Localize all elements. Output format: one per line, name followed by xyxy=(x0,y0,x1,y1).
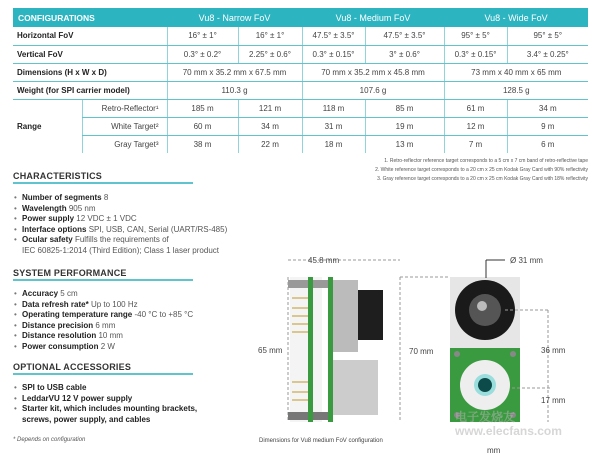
cell: 6 m xyxy=(507,135,588,153)
cell: 70 mm x 35.2 mm x 45.8 mm xyxy=(302,63,444,81)
cell: 61 m xyxy=(444,99,507,117)
list-item: • Starter kit, which includes mounting brackets, xyxy=(14,404,198,413)
cell: 9 m xyxy=(507,117,588,135)
list-item: • Distance precision 6 mm xyxy=(14,320,116,330)
cell: 185 m xyxy=(167,99,238,117)
cell: 73 mm x 40 mm x 65 mm xyxy=(444,63,588,81)
range-target: White Target² xyxy=(82,117,167,135)
cell: 110.3 g xyxy=(167,81,302,99)
cell: 107.6 g xyxy=(302,81,444,99)
lens-offset-label: 36 mm xyxy=(541,346,566,355)
cell: 118 m xyxy=(302,99,365,117)
watermark-logo: 电子发烧友 www.elecfans.com xyxy=(455,410,562,438)
table-row-range-white xyxy=(13,117,588,135)
table-header xyxy=(13,8,588,27)
footnote-3: 3. Gray reference target corresponds to a 20 cm x 25 cm Kodak Gray Card with 18% reflectivity xyxy=(377,176,588,182)
divider xyxy=(13,182,193,184)
cell: 18 m xyxy=(302,135,365,153)
spec-list xyxy=(14,193,227,256)
cell: 2.25° ± 0.6° xyxy=(238,45,302,63)
list-item-cont: screws, power supply, and cables xyxy=(22,414,151,424)
table-row-weight xyxy=(13,81,588,99)
list-item: • Operating temperature range -40 °C to +85 °C xyxy=(14,310,194,319)
divider xyxy=(13,373,193,375)
cell: 0.3° ± 0.15° xyxy=(444,45,507,63)
header-narrow: Vu8 - Narrow FoV xyxy=(167,8,302,27)
cell: 38 m xyxy=(167,135,238,153)
spec-list xyxy=(14,289,193,352)
cell: 85 m xyxy=(365,99,444,117)
list-item: • Power supply 12 VDC ± 1 VDC xyxy=(14,214,137,223)
cell: 3.4° ± 0.25° xyxy=(507,45,588,63)
header-wide: Vu8 - Wide FoV xyxy=(444,8,588,27)
spec-list xyxy=(14,383,197,425)
cell: 7 m xyxy=(444,135,507,153)
footnote-2: 2. White reference target corresponds to a 20 cm x 25 cm Kodak Gray Card with 90% reflectivity xyxy=(375,167,588,173)
configuration-note: * Depends on configuration xyxy=(13,437,86,443)
list-item-cont: IEC 60825-1:2014 (Third Edition); Class 1 laser product xyxy=(22,245,219,255)
cell: 121 m xyxy=(238,99,302,117)
list-item: • Ocular safety Fulfills the requirements of xyxy=(14,235,169,244)
list-item: • LeddarVU 12 V power supply xyxy=(14,393,133,403)
range-target: Retro-Reflector¹ xyxy=(82,99,167,117)
cell: 22 m xyxy=(238,135,302,153)
list-item: • Accuracy 5 cm xyxy=(14,289,78,298)
receiver-offset-label: 17 mm xyxy=(541,396,566,405)
header-configurations: CONFIGURATIONS xyxy=(13,8,167,27)
row-label: Horizontal FoV xyxy=(13,27,167,45)
cell: 13 m xyxy=(365,135,444,153)
section-title-system-performance: SYSTEM PERFORMANCE xyxy=(13,268,127,278)
cell: 95° ± 5° xyxy=(444,27,507,45)
divider xyxy=(13,279,193,281)
footnote-1: 1. Retro-reflector reference target corresponds to a 5 cm x 7 cm band of retro-reflective tape xyxy=(384,158,588,164)
cell: 12 m xyxy=(444,117,507,135)
width-label: 45.8 mm xyxy=(308,256,340,265)
list-item: • Data refresh rate* Up to 100 Hz xyxy=(14,299,138,309)
table-row-range-gray xyxy=(13,135,588,153)
front-view-module xyxy=(400,260,550,422)
list-item: • Number of segments 8 xyxy=(14,193,109,202)
cell: 19 m xyxy=(365,117,444,135)
cell: 16° ± 1° xyxy=(238,27,302,45)
diagram-caption: Dimensions for Vu8 medium FoV configuration xyxy=(259,438,383,444)
cell: 47.5° ± 3.5° xyxy=(302,27,365,45)
cell: 0.3° ± 0.15° xyxy=(302,45,365,63)
section-title-optional-accessories: OPTIONAL ACCESSORIES xyxy=(13,362,132,372)
diameter-label: Ø 31 mm xyxy=(510,256,543,265)
range-target: Gray Target³ xyxy=(82,135,167,153)
cell: 47.5° ± 3.5° xyxy=(365,27,444,45)
list-item: • SPI to USB cable xyxy=(14,383,87,392)
cell: 95° ± 5° xyxy=(507,27,588,45)
list-item: • Power consumption 2 W xyxy=(14,341,115,351)
section-title-characteristics: CHARACTERISTICS xyxy=(13,171,103,181)
cell: 31 m xyxy=(302,117,365,135)
row-label: Dimensions (H x W x D) xyxy=(13,63,167,81)
row-label: Range xyxy=(17,121,42,131)
cell: 0.3° ± 0.2° xyxy=(167,45,238,63)
cell: 34 m xyxy=(507,99,588,117)
table-row-horizontal-fov xyxy=(13,27,588,45)
cell: 70 mm x 35.2 mm x 67.5 mm xyxy=(167,63,302,81)
cell: 34 m xyxy=(238,117,302,135)
side-height-label: 65 mm xyxy=(258,346,283,355)
list-item: • Distance resolution 10 mm xyxy=(14,331,123,340)
table-row-vertical-fov xyxy=(13,45,588,63)
cell: 128.5 g xyxy=(444,81,588,99)
list-item: • Wavelength 905 nm xyxy=(14,203,96,213)
side-view-module xyxy=(288,260,400,422)
front-height-label: 70 mm xyxy=(409,347,434,356)
header-medium: Vu8 - Medium FoV xyxy=(302,8,444,27)
bottom-width-label: mm xyxy=(487,446,501,455)
row-label: Weight (for SPI carrier model) xyxy=(13,81,167,99)
cell: 3° ± 0.6° xyxy=(365,45,444,63)
list-item: • Interface options SPI, USB, CAN, Serial (UART/RS-485) xyxy=(14,224,228,234)
cell: 60 m xyxy=(167,117,238,135)
table-row-range-retro xyxy=(13,99,588,117)
configurations-table xyxy=(13,8,588,153)
row-label: Vertical FoV xyxy=(13,45,167,63)
table-row-dimensions xyxy=(13,63,588,81)
cell: 16° ± 1° xyxy=(167,27,238,45)
